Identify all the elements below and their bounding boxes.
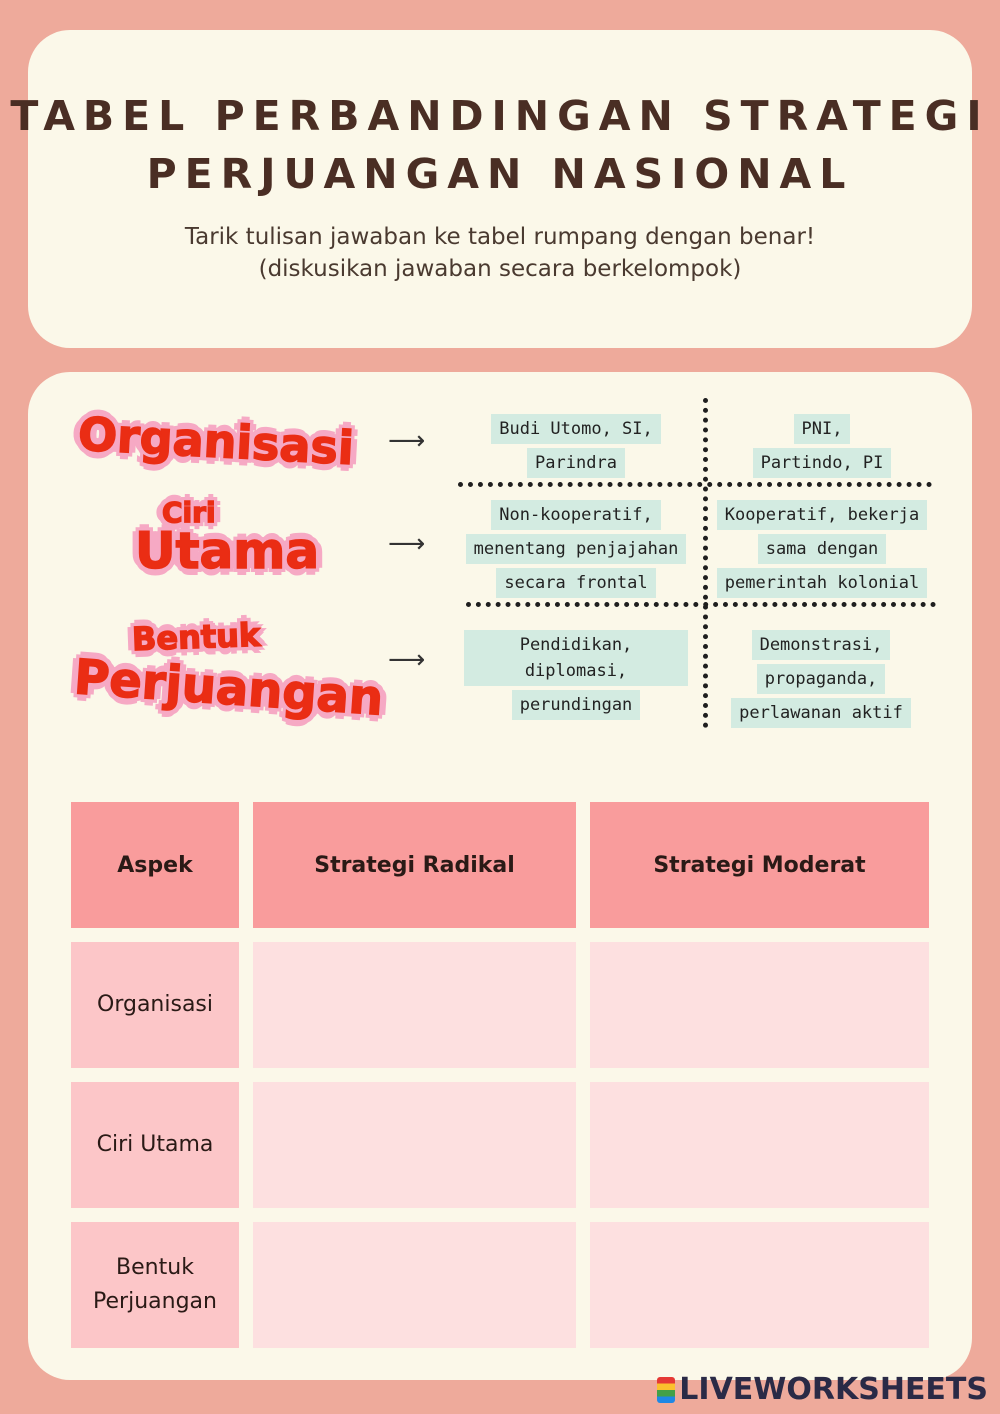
answer-chip-line[interactable]: pemerintah kolonial [717, 568, 927, 598]
answer-chip-line[interactable]: Parindra [527, 448, 625, 478]
answer-chip-pendidikan[interactable] [464, 628, 688, 722]
answer-chip-line[interactable]: perundingan [512, 690, 641, 720]
answer-chip-line[interactable]: propaganda, [757, 664, 886, 694]
answer-chip-line[interactable]: Kooperatif, bekerja [717, 500, 927, 530]
dotted-divider-horizontal [458, 482, 932, 487]
drop-zone-organisasi-moderat[interactable] [590, 942, 929, 1068]
table-header-aspek: Aspek [71, 802, 239, 928]
answer-chip-pni[interactable] [712, 412, 932, 480]
answer-chip-line[interactable]: menentang penjajahan [466, 534, 687, 564]
answer-chip-kooperatif[interactable] [712, 498, 932, 600]
aspect-label-line2: Perjuangan [93, 1289, 217, 1314]
sticker-perjuangan: Perjuangan [72, 649, 386, 727]
instruction-subtext: (diskusikan jawaban secara berkelompok) [258, 256, 742, 282]
answer-chip-line[interactable]: Partindo, PI [753, 448, 892, 478]
table-row-aspect-bentuk-perjuangan [71, 1222, 239, 1348]
sticker-bentuk: Bentuk [131, 615, 261, 659]
dotted-divider-horizontal [466, 602, 936, 607]
liveworksheets-mark-icon [657, 1377, 675, 1403]
drop-zone-bentuk-perjuangan-moderat[interactable] [590, 1222, 929, 1348]
table-row-aspect-organisasi [71, 942, 239, 1068]
answer-chip-budi-utomo[interactable] [460, 412, 692, 480]
answer-chip-non-kooperatif[interactable] [458, 498, 694, 600]
answer-chip-line[interactable]: PNI, [794, 414, 851, 444]
sticker-organisasi: Organisasi [76, 406, 356, 476]
table-header-strategi-moderat: Strategi Moderat [590, 802, 929, 928]
answer-chip-line[interactable]: Non-kooperatif, [491, 500, 661, 530]
liveworksheets-logo-text: LIVEWORKSHEETS [679, 1372, 988, 1407]
answer-chip-line[interactable]: Pendidikan, diplomasi, [464, 630, 688, 686]
page-title-line2: PERJUANGAN NASIONAL [146, 150, 854, 198]
drop-zone-ciri-utama-radikal[interactable] [253, 1082, 576, 1208]
drop-zone-ciri-utama-moderat[interactable] [590, 1082, 929, 1208]
table-header-strategi-radikal: Strategi Radikal [253, 802, 576, 928]
dotted-divider-vertical [703, 398, 708, 728]
page-title-line1: TABEL PERBANDINGAN STRATEGI [10, 92, 990, 140]
table-row-aspect-ciri-utama [71, 1082, 239, 1208]
aspect-label: Organisasi [97, 992, 213, 1017]
answer-chip-line[interactable]: Budi Utomo, SI, [491, 414, 661, 444]
aspect-label-line1: Bentuk [116, 1255, 194, 1280]
drop-zone-organisasi-radikal[interactable] [253, 942, 576, 1068]
aspect-label [93, 1251, 217, 1319]
answer-chip-line[interactable]: sama dengan [758, 534, 887, 564]
answer-chip-line[interactable]: secara frontal [496, 568, 655, 598]
sticker-ciri: Ciri [162, 496, 216, 529]
arrow-right-icon: ⟶ [388, 645, 426, 675]
answer-chip-demonstrasi[interactable] [722, 628, 920, 730]
arrow-right-icon: ⟶ [388, 529, 426, 559]
liveworksheets-logo [657, 1372, 988, 1407]
drop-zone-bentuk-perjuangan-radikal[interactable] [253, 1222, 576, 1348]
sticker-utama: Utama [135, 522, 320, 580]
answer-chip-line[interactable]: perlawanan aktif [731, 698, 911, 728]
arrow-right-icon: ⟶ [388, 426, 426, 456]
instruction-text: Tarik tulisan jawaban ke tabel rumpang dengan benar! [184, 224, 816, 250]
aspect-label: Ciri Utama [96, 1132, 214, 1157]
answer-chip-line[interactable]: Demonstrasi, [752, 630, 891, 660]
